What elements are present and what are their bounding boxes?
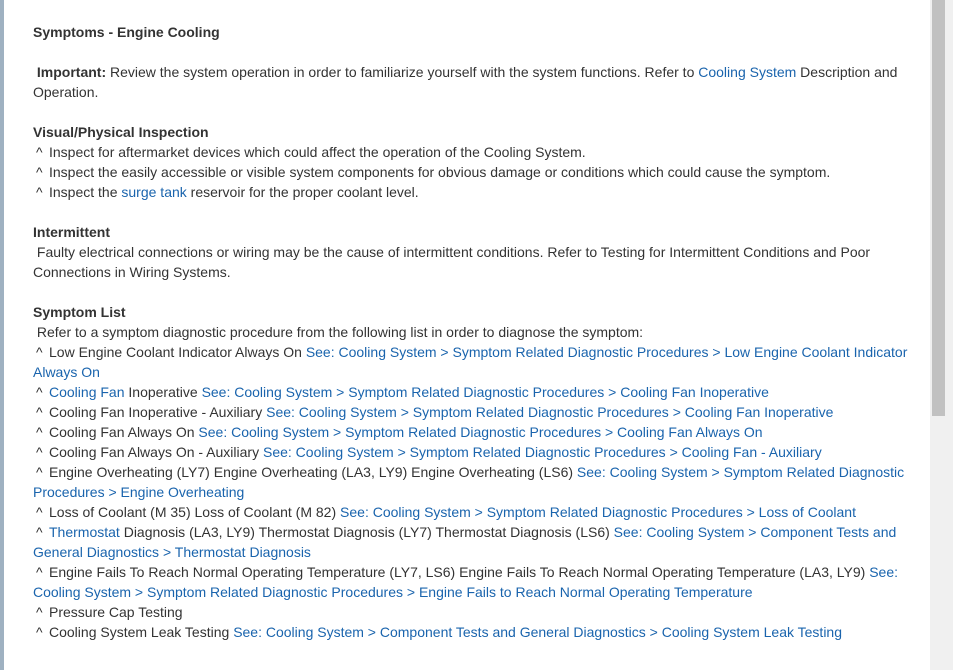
symptom-text: Cooling Fan Always On: [49, 424, 199, 440]
symptom-term-link[interactable]: Cooling Fan: [49, 384, 125, 400]
symptom-list-heading: Symptom List: [33, 304, 126, 320]
symptom-procedure-link[interactable]: See: Cooling System > Symptom Related Diagnostic Procedures > Engine Fails to Reach Normal Operating Temperature: [33, 564, 899, 600]
surge-tank-link[interactable]: surge tank: [121, 184, 187, 200]
symptom-list-item: [33, 622, 912, 642]
document-panel: [4, 0, 930, 670]
symptom-term-link[interactable]: Thermostat: [49, 524, 120, 540]
caret-icon: ^: [36, 524, 43, 540]
symptom-procedure-link[interactable]: See: Cooling System > Symptom Related Diagnostic Procedures > Cooling Fan Inoperative: [266, 404, 834, 420]
visual-inspection-heading: Visual/Physical Inspection: [33, 124, 209, 140]
symptom-list-item: [33, 602, 912, 622]
symptom-list-item: [33, 402, 912, 422]
symptom-list-item: [33, 502, 912, 522]
symptom-text: Loss of Coolant (M 35) Loss of Coolant (M 82): [49, 504, 341, 520]
symptom-text: Engine Fails To Reach Normal Operating Temperature (LY7, LS6) Engine Fails To Reach Normal Operating Temperature (LA3, LY9): [49, 564, 870, 580]
caret-icon: ^: [36, 504, 43, 520]
symptom-text: Cooling Fan Always On - Auxiliary: [49, 444, 263, 460]
symptom-list-item: [33, 342, 912, 382]
symptom-procedure-link[interactable]: See: Cooling System > Symptom Related Diagnostic Procedures > Cooling Fan Always On: [198, 424, 763, 440]
cooling-system-link[interactable]: Cooling System: [698, 64, 797, 80]
important-note: [33, 62, 912, 102]
important-text-before: Review the system operation in order to familiarize yourself with the system functions. Refer to: [106, 64, 699, 80]
caret-icon: ^: [36, 144, 43, 160]
caret-icon: ^: [36, 184, 43, 200]
symptom-text: Diagnosis (LA3, LY9) Thermostat Diagnosis (LY7) Thermostat Diagnosis (LS6): [119, 524, 614, 540]
list-item: ^ Inspect for aftermarket devices which could affect the operation of the Cooling System.: [33, 142, 912, 162]
symptom-procedure-link[interactable]: See: Cooling System > Component Tests and General Diagnostics > Thermostat Diagnosis: [33, 524, 897, 560]
symptom-procedure-link[interactable]: See: Cooling System > Symptom Related Diagnostic Procedures > Cooling Fan Inoperative: [201, 384, 769, 400]
important-label: Important:: [36, 64, 107, 80]
symptom-text: Inoperative: [124, 384, 202, 400]
page-title: Symptoms - Engine Cooling: [33, 24, 220, 40]
important-text-after: Description and Operation.: [33, 64, 898, 100]
symptom-list-item: [33, 562, 912, 602]
caret-icon: ^: [36, 564, 43, 580]
symptom-procedure-link[interactable]: See: Cooling System > Component Tests and General Diagnostics > Cooling System Leak Testing: [233, 624, 843, 640]
symptom-list-item: [33, 422, 912, 442]
symptom-text: Cooling System Leak Testing: [49, 624, 234, 640]
symptom-list-item: [33, 382, 912, 402]
symptom-list-item: [33, 522, 912, 562]
caret-icon: ^: [36, 384, 43, 400]
symptom-list-intro: Refer to a symptom diagnostic procedure from the following list in order to diagnose the symptom:: [36, 324, 644, 340]
symptom-text: Pressure Cap Testing: [49, 604, 183, 620]
caret-icon: ^: [36, 624, 43, 640]
caret-icon: ^: [36, 404, 43, 420]
symptom-procedure-link[interactable]: See: Cooling System > Symptom Related Diagnostic Procedures > Engine Overheating: [33, 464, 905, 500]
symptom-list-item: [33, 442, 912, 462]
list-item: ^ Inspect the easily accessible or visible system components for obvious damage or conditions which could cause the symptom.: [33, 162, 912, 182]
symptom-procedure-link[interactable]: See: Cooling System > Symptom Related Diagnostic Procedures > Low Engine Coolant Indicator Always On: [33, 344, 908, 380]
caret-icon: ^: [36, 424, 43, 440]
symptom-list: [33, 342, 912, 642]
caret-icon: ^: [36, 604, 43, 620]
list-item: ^ Inspect the surge tank reservoir for the proper coolant level.: [33, 182, 912, 202]
symptom-text: Engine Overheating (LY7) Engine Overheating (LA3, LY9) Engine Overheating (LS6): [49, 464, 577, 480]
symptom-text: Cooling Fan Inoperative - Auxiliary: [49, 404, 267, 420]
caret-icon: ^: [36, 344, 43, 360]
symptom-list-item: [33, 462, 912, 502]
symptom-text: Low Engine Coolant Indicator Always On: [49, 344, 306, 360]
vertical-scrollbar[interactable]: [930, 0, 953, 670]
caret-icon: ^: [36, 444, 43, 460]
intermittent-text: Faulty electrical connections or wiring may be the cause of intermittent conditions. Refer to Testing for Intermittent Conditions and Poor Connections in Wiring Systems.: [33, 244, 871, 280]
symptom-procedure-link[interactable]: See: Cooling System > Symptom Related Diagnostic Procedures > Cooling Fan - Auxiliary: [262, 444, 822, 460]
caret-icon: ^: [36, 464, 43, 480]
scrollbar-thumb[interactable]: [932, 0, 945, 416]
symptom-procedure-link[interactable]: See: Cooling System > Symptom Related Diagnostic Procedures > Loss of Coolant: [340, 504, 856, 520]
intermittent-heading: Intermittent: [33, 224, 110, 240]
caret-icon: ^: [36, 164, 43, 180]
